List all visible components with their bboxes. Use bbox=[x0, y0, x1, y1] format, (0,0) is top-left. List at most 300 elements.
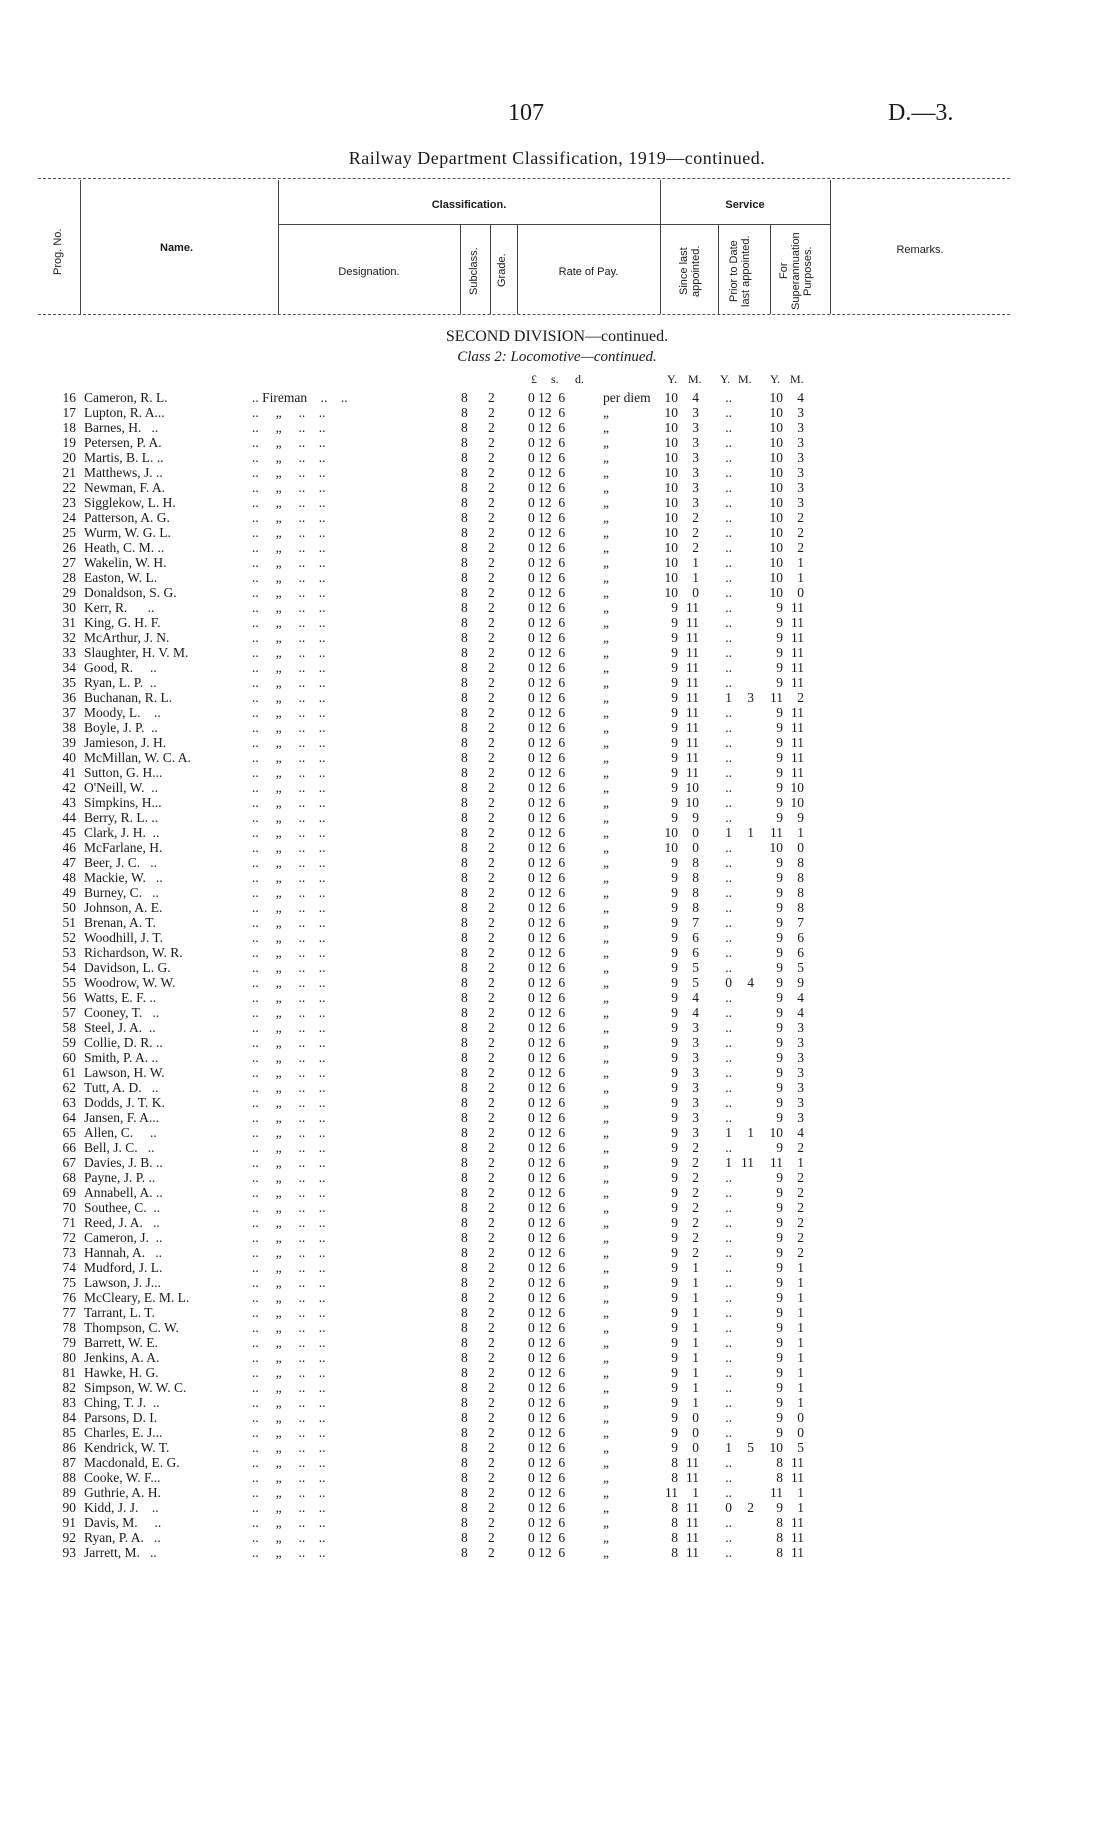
row-prior-years: .. bbox=[725, 1395, 732, 1410]
row-since-years: 9 bbox=[671, 690, 678, 705]
table-row bbox=[0, 975, 1114, 990]
row-super-years: 9 bbox=[776, 1410, 783, 1425]
row-since-years: 9 bbox=[671, 1245, 678, 1260]
row-super-years: 10 bbox=[769, 1440, 783, 1455]
row-since-months: 6 bbox=[692, 945, 699, 960]
row-rate-of-pay: 0 12 6 bbox=[528, 720, 566, 735]
row-grade: 2 bbox=[488, 1260, 495, 1275]
row-since-months: 11 bbox=[686, 1545, 699, 1560]
row-subclass: 8 bbox=[461, 555, 468, 570]
row-designation: .. „ .. .. bbox=[252, 1140, 326, 1155]
row-name: Simpson, W. W. C. bbox=[84, 1380, 187, 1395]
row-subclass: 8 bbox=[461, 1350, 468, 1365]
row-since-months: 2 bbox=[692, 1185, 699, 1200]
row-prog-no: 44 bbox=[62, 810, 76, 825]
row-since-years: 9 bbox=[671, 1125, 678, 1140]
row-super-months: 3 bbox=[797, 1050, 804, 1065]
row-rate-of-pay: 0 12 6 bbox=[528, 1545, 566, 1560]
table-row bbox=[0, 765, 1114, 780]
row-prog-no: 76 bbox=[62, 1290, 76, 1305]
row-rate-of-pay: 0 12 6 bbox=[528, 615, 566, 630]
row-since-years: 8 bbox=[671, 1470, 678, 1485]
row-designation: .. „ .. .. bbox=[252, 630, 326, 645]
row-super-months: 0 bbox=[797, 585, 804, 600]
row-pay-period: „ bbox=[603, 1215, 609, 1230]
row-grade: 2 bbox=[488, 1470, 495, 1485]
table-row bbox=[0, 1050, 1114, 1065]
row-prior-years: .. bbox=[725, 900, 732, 915]
row-grade: 2 bbox=[488, 1035, 495, 1050]
row-designation: .. „ .. .. bbox=[252, 765, 326, 780]
row-name: Allen, C. .. bbox=[84, 1125, 157, 1140]
unit-super-months: M. bbox=[790, 372, 804, 386]
table-row bbox=[0, 1200, 1114, 1215]
row-rate-of-pay: 0 12 6 bbox=[528, 1335, 566, 1350]
row-name: Thompson, C. W. bbox=[84, 1320, 179, 1335]
row-designation: .. „ .. .. bbox=[252, 420, 326, 435]
table-row bbox=[0, 1035, 1114, 1050]
row-designation: .. „ .. .. bbox=[252, 570, 326, 585]
row-pay-period: „ bbox=[603, 1350, 609, 1365]
row-prior-months: 2 bbox=[747, 1500, 754, 1515]
row-designation: .. „ .. .. bbox=[252, 1035, 326, 1050]
row-prog-no: 36 bbox=[62, 690, 76, 705]
row-prior-years: .. bbox=[725, 1545, 732, 1560]
row-since-months: 11 bbox=[686, 675, 699, 690]
row-name: Davies, J. B. .. bbox=[84, 1155, 163, 1170]
row-prog-no: 33 bbox=[62, 645, 76, 660]
row-subclass: 8 bbox=[461, 450, 468, 465]
table-row bbox=[0, 630, 1114, 645]
row-name: Barnes, H. .. bbox=[84, 420, 159, 435]
row-prior-months: 1 bbox=[747, 1125, 754, 1140]
row-prog-no: 48 bbox=[62, 870, 76, 885]
row-grade: 2 bbox=[488, 705, 495, 720]
row-subclass: 8 bbox=[461, 765, 468, 780]
row-prog-no: 52 bbox=[62, 930, 76, 945]
row-super-years: 10 bbox=[769, 840, 783, 855]
row-name: Buchanan, R. L. bbox=[84, 690, 173, 705]
row-super-years: 9 bbox=[776, 1305, 783, 1320]
row-pay-period: „ bbox=[603, 435, 609, 450]
row-grade: 2 bbox=[488, 1365, 495, 1380]
row-rate-of-pay: 0 12 6 bbox=[528, 1260, 566, 1275]
row-rate-of-pay: 0 12 6 bbox=[528, 945, 566, 960]
row-since-years: 9 bbox=[671, 1020, 678, 1035]
row-name: Woodrow, W. W. bbox=[84, 975, 176, 990]
table-row bbox=[0, 810, 1114, 825]
row-super-years: 10 bbox=[769, 390, 783, 405]
row-since-months: 3 bbox=[692, 420, 699, 435]
row-super-months: 2 bbox=[797, 1170, 804, 1185]
row-since-months: 11 bbox=[686, 600, 699, 615]
row-super-months: 1 bbox=[797, 570, 804, 585]
row-super-months: 8 bbox=[797, 885, 804, 900]
row-rate-of-pay: 0 12 6 bbox=[528, 1200, 566, 1215]
row-subclass: 8 bbox=[461, 465, 468, 480]
table-row bbox=[0, 555, 1114, 570]
row-prog-no: 89 bbox=[62, 1485, 76, 1500]
row-designation: .. „ .. .. bbox=[252, 600, 326, 615]
row-grade: 2 bbox=[488, 1170, 495, 1185]
row-since-years: 9 bbox=[671, 1155, 678, 1170]
row-since-months: 3 bbox=[692, 1065, 699, 1080]
row-super-years: 9 bbox=[776, 765, 783, 780]
row-prior-years: 1 bbox=[725, 690, 732, 705]
row-super-years: 9 bbox=[776, 1170, 783, 1185]
row-subclass: 8 bbox=[461, 1335, 468, 1350]
row-prog-no: 74 bbox=[62, 1260, 76, 1275]
row-since-years: 9 bbox=[671, 735, 678, 750]
row-subclass: 8 bbox=[461, 1215, 468, 1230]
section-subtitle: Class 2: Locomotive—continued. bbox=[457, 349, 657, 365]
row-prior-months: 11 bbox=[741, 1155, 754, 1170]
row-prior-years: .. bbox=[725, 1425, 732, 1440]
row-rate-of-pay: 0 12 6 bbox=[528, 885, 566, 900]
row-prog-no: 61 bbox=[62, 1065, 76, 1080]
row-name: Newman, F. A. bbox=[84, 480, 166, 495]
row-prior-years: .. bbox=[725, 480, 732, 495]
row-pay-period: „ bbox=[603, 525, 609, 540]
unit-prior-months: M. bbox=[738, 372, 752, 386]
table-row bbox=[0, 585, 1114, 600]
row-name: Tutt, A. D. .. bbox=[84, 1080, 159, 1095]
row-prior-years: .. bbox=[725, 960, 732, 975]
row-name: Cooke, W. F... bbox=[84, 1470, 161, 1485]
row-name: Jenkins, A. A. bbox=[84, 1350, 160, 1365]
row-designation: .. „ .. .. bbox=[252, 540, 326, 555]
row-super-years: 9 bbox=[776, 705, 783, 720]
row-subclass: 8 bbox=[461, 540, 468, 555]
row-rate-of-pay: 0 12 6 bbox=[528, 510, 566, 525]
row-super-years: 9 bbox=[776, 1020, 783, 1035]
row-super-months: 1 bbox=[797, 1380, 804, 1395]
row-since-months: 2 bbox=[692, 525, 699, 540]
row-designation: .. „ .. .. bbox=[252, 510, 326, 525]
row-since-months: 10 bbox=[685, 795, 699, 810]
row-super-months: 3 bbox=[797, 405, 804, 420]
row-prior-years: .. bbox=[725, 540, 732, 555]
row-prior-years: .. bbox=[725, 645, 732, 660]
row-super-months: 8 bbox=[797, 870, 804, 885]
row-designation: .. „ .. .. bbox=[252, 930, 326, 945]
row-prior-years: 0 bbox=[725, 1500, 732, 1515]
row-prog-no: 68 bbox=[62, 1170, 76, 1185]
row-prior-years: 1 bbox=[725, 1440, 732, 1455]
row-super-months: 11 bbox=[791, 615, 804, 630]
row-prog-no: 20 bbox=[62, 450, 76, 465]
row-subclass: 8 bbox=[461, 1515, 468, 1530]
row-since-months: 8 bbox=[692, 900, 699, 915]
row-since-years: 8 bbox=[671, 1530, 678, 1545]
row-super-years: 9 bbox=[776, 855, 783, 870]
row-prior-years: .. bbox=[725, 585, 732, 600]
row-designation: .. „ .. .. bbox=[252, 1185, 326, 1200]
row-super-months: 2 bbox=[797, 1140, 804, 1155]
row-rate-of-pay: 0 12 6 bbox=[528, 1065, 566, 1080]
row-grade: 2 bbox=[488, 1110, 495, 1125]
row-pay-period: „ bbox=[603, 645, 609, 660]
table-row bbox=[0, 1425, 1114, 1440]
row-prior-years: 0 bbox=[725, 975, 732, 990]
row-subclass: 8 bbox=[461, 1170, 468, 1185]
row-prog-no: 59 bbox=[62, 1035, 76, 1050]
row-pay-period: „ bbox=[603, 1545, 609, 1560]
row-prior-years: .. bbox=[725, 390, 732, 405]
row-designation: .. „ .. .. bbox=[252, 900, 326, 915]
row-pay-period: „ bbox=[603, 990, 609, 1005]
row-super-months: 1 bbox=[797, 1275, 804, 1290]
table-row bbox=[0, 930, 1114, 945]
row-grade: 2 bbox=[488, 450, 495, 465]
row-subclass: 8 bbox=[461, 1080, 468, 1095]
row-designation: .. „ .. .. bbox=[252, 495, 326, 510]
row-rate-of-pay: 0 12 6 bbox=[528, 1470, 566, 1485]
row-super-months: 11 bbox=[791, 1455, 804, 1470]
row-grade: 2 bbox=[488, 1125, 495, 1140]
row-rate-of-pay: 0 12 6 bbox=[528, 765, 566, 780]
row-subclass: 8 bbox=[461, 990, 468, 1005]
row-since-months: 2 bbox=[692, 1200, 699, 1215]
row-prior-years: .. bbox=[725, 1215, 732, 1230]
unit-shillings: s. bbox=[551, 372, 559, 386]
row-subclass: 8 bbox=[461, 1275, 468, 1290]
table-row bbox=[0, 1140, 1114, 1155]
row-since-months: 1 bbox=[692, 1485, 699, 1500]
row-grade: 2 bbox=[488, 735, 495, 750]
row-subclass: 8 bbox=[461, 420, 468, 435]
row-super-months: 5 bbox=[797, 960, 804, 975]
row-designation: .. „ .. .. bbox=[252, 960, 326, 975]
row-super-months: 3 bbox=[797, 450, 804, 465]
table-row bbox=[0, 1005, 1114, 1020]
row-pay-period: „ bbox=[603, 1470, 609, 1485]
row-name: Petersen, P. A. bbox=[84, 435, 162, 450]
row-super-months: 4 bbox=[797, 990, 804, 1005]
row-prog-no: 69 bbox=[62, 1185, 76, 1200]
row-super-months: 11 bbox=[791, 645, 804, 660]
row-pay-period: „ bbox=[603, 1515, 609, 1530]
row-super-months: 11 bbox=[791, 1515, 804, 1530]
row-name: Tarrant, L. T. bbox=[84, 1305, 155, 1320]
row-since-months: 2 bbox=[692, 1140, 699, 1155]
row-pay-period: „ bbox=[603, 870, 609, 885]
row-grade: 2 bbox=[488, 1500, 495, 1515]
row-grade: 2 bbox=[488, 825, 495, 840]
row-grade: 2 bbox=[488, 390, 495, 405]
row-super-years: 9 bbox=[776, 1230, 783, 1245]
row-subclass: 8 bbox=[461, 1500, 468, 1515]
row-grade: 2 bbox=[488, 420, 495, 435]
row-prog-no: 64 bbox=[62, 1110, 76, 1125]
row-pay-period: „ bbox=[603, 1395, 609, 1410]
row-grade: 2 bbox=[488, 900, 495, 915]
row-rate-of-pay: 0 12 6 bbox=[528, 1365, 566, 1380]
row-subclass: 8 bbox=[461, 660, 468, 675]
row-pay-period: „ bbox=[603, 450, 609, 465]
row-grade: 2 bbox=[488, 1065, 495, 1080]
row-designation: .. „ .. .. bbox=[252, 1095, 326, 1110]
table-row bbox=[0, 795, 1114, 810]
row-since-months: 1 bbox=[692, 570, 699, 585]
row-super-years: 9 bbox=[776, 885, 783, 900]
table-row bbox=[0, 720, 1114, 735]
row-rate-of-pay: 0 12 6 bbox=[528, 1095, 566, 1110]
row-prog-no: 27 bbox=[62, 555, 76, 570]
row-since-years: 9 bbox=[671, 1275, 678, 1290]
row-pay-period: „ bbox=[603, 915, 609, 930]
row-designation: .. „ .. .. bbox=[252, 990, 326, 1005]
row-super-years: 9 bbox=[776, 1080, 783, 1095]
row-since-months: 1 bbox=[692, 1335, 699, 1350]
row-since-years: 9 bbox=[671, 1410, 678, 1425]
row-prog-no: 32 bbox=[62, 630, 76, 645]
row-since-years: 11 bbox=[665, 1485, 678, 1500]
row-designation: .. „ .. .. bbox=[252, 1500, 326, 1515]
row-name: Cameron, R. L. bbox=[84, 390, 168, 405]
row-since-months: 3 bbox=[692, 1080, 699, 1095]
row-since-months: 11 bbox=[686, 1470, 699, 1485]
row-rate-of-pay: 0 12 6 bbox=[528, 810, 566, 825]
row-designation: .. „ .. .. bbox=[252, 915, 326, 930]
row-name: Steel, J. A. .. bbox=[84, 1020, 156, 1035]
row-since-years: 9 bbox=[671, 780, 678, 795]
row-since-months: 1 bbox=[692, 1275, 699, 1290]
row-grade: 2 bbox=[488, 1140, 495, 1155]
row-pay-period: „ bbox=[603, 1500, 609, 1515]
table-row bbox=[0, 690, 1114, 705]
row-subclass: 8 bbox=[461, 1020, 468, 1035]
row-rate-of-pay: 0 12 6 bbox=[528, 630, 566, 645]
row-super-years: 9 bbox=[776, 750, 783, 765]
row-prog-no: 58 bbox=[62, 1020, 76, 1035]
header-grade: Grade. bbox=[496, 253, 508, 287]
row-prior-years: .. bbox=[725, 1290, 732, 1305]
row-subclass: 8 bbox=[461, 615, 468, 630]
row-designation: .. „ .. .. bbox=[252, 1050, 326, 1065]
row-prog-no: 62 bbox=[62, 1080, 76, 1095]
row-prior-years: .. bbox=[725, 1485, 732, 1500]
row-grade: 2 bbox=[488, 1200, 495, 1215]
row-name: Mudford, J. L. bbox=[84, 1260, 163, 1275]
row-designation: .. „ .. .. bbox=[252, 1440, 326, 1455]
row-subclass: 8 bbox=[461, 690, 468, 705]
row-grade: 2 bbox=[488, 795, 495, 810]
row-rate-of-pay: 0 12 6 bbox=[528, 525, 566, 540]
row-prog-no: 72 bbox=[62, 1230, 76, 1245]
row-pay-period: „ bbox=[603, 540, 609, 555]
row-designation: .. „ .. .. bbox=[252, 825, 326, 840]
header-for-superannuation: For Superannuation Purposes. bbox=[778, 232, 814, 310]
row-rate-of-pay: 0 12 6 bbox=[528, 1245, 566, 1260]
row-since-years: 9 bbox=[671, 1320, 678, 1335]
row-designation: .. „ .. .. bbox=[252, 1320, 326, 1335]
table-row bbox=[0, 705, 1114, 720]
row-subclass: 8 bbox=[461, 705, 468, 720]
row-subclass: 8 bbox=[461, 1260, 468, 1275]
row-pay-period: „ bbox=[603, 585, 609, 600]
row-name: Cameron, J. .. bbox=[84, 1230, 163, 1245]
row-name: O'Neill, W. .. bbox=[84, 780, 159, 795]
row-name: Matthews, J. .. bbox=[84, 465, 163, 480]
row-since-years: 9 bbox=[671, 1305, 678, 1320]
row-rate-of-pay: 0 12 6 bbox=[528, 1350, 566, 1365]
row-pay-period: „ bbox=[603, 1065, 609, 1080]
row-since-months: 2 bbox=[692, 540, 699, 555]
row-prog-no: 80 bbox=[62, 1350, 76, 1365]
page-number: 107 bbox=[508, 100, 544, 126]
row-rate-of-pay: 0 12 6 bbox=[528, 555, 566, 570]
row-name: Richardson, W. R. bbox=[84, 945, 183, 960]
row-super-years: 9 bbox=[776, 1425, 783, 1440]
row-rate-of-pay: 0 12 6 bbox=[528, 780, 566, 795]
row-since-months: 11 bbox=[686, 630, 699, 645]
row-pay-period: „ bbox=[603, 705, 609, 720]
row-grade: 2 bbox=[488, 585, 495, 600]
row-since-months: 6 bbox=[692, 930, 699, 945]
row-super-months: 6 bbox=[797, 930, 804, 945]
row-prog-no: 86 bbox=[62, 1440, 76, 1455]
row-super-years: 9 bbox=[776, 1395, 783, 1410]
row-super-years: 10 bbox=[769, 540, 783, 555]
row-since-years: 9 bbox=[671, 1380, 678, 1395]
header-name: Name. bbox=[160, 242, 194, 254]
row-prior-years: .. bbox=[725, 735, 732, 750]
row-pay-period: „ bbox=[603, 810, 609, 825]
row-pay-period: „ bbox=[603, 1530, 609, 1545]
row-prog-no: 67 bbox=[62, 1155, 76, 1170]
row-designation: .. „ .. .. bbox=[252, 690, 326, 705]
row-prog-no: 39 bbox=[62, 735, 76, 750]
row-grade: 2 bbox=[488, 720, 495, 735]
row-name: Woodhill, J. T. bbox=[84, 930, 164, 945]
row-name: Kidd, J. J. .. bbox=[84, 1500, 159, 1515]
row-pay-period: „ bbox=[603, 570, 609, 585]
row-subclass: 8 bbox=[461, 1230, 468, 1245]
row-super-months: 0 bbox=[797, 840, 804, 855]
row-since-years: 9 bbox=[671, 660, 678, 675]
row-rate-of-pay: 0 12 6 bbox=[528, 1305, 566, 1320]
row-rate-of-pay: 0 12 6 bbox=[528, 1530, 566, 1545]
table-row bbox=[0, 900, 1114, 915]
row-name: Lawson, H. W. bbox=[84, 1065, 165, 1080]
row-since-years: 9 bbox=[671, 600, 678, 615]
row-super-years: 9 bbox=[776, 930, 783, 945]
row-since-months: 11 bbox=[686, 750, 699, 765]
row-super-years: 9 bbox=[776, 735, 783, 750]
row-rate-of-pay: 0 12 6 bbox=[528, 450, 566, 465]
row-pay-period: „ bbox=[603, 1020, 609, 1035]
row-super-years: 10 bbox=[769, 450, 783, 465]
row-super-years: 9 bbox=[776, 720, 783, 735]
row-prior-years: .. bbox=[725, 495, 732, 510]
row-super-years: 9 bbox=[776, 900, 783, 915]
row-super-years: 11 bbox=[770, 1155, 783, 1170]
row-since-years: 9 bbox=[671, 1215, 678, 1230]
row-super-years: 9 bbox=[776, 1050, 783, 1065]
row-rate-of-pay: 0 12 6 bbox=[528, 855, 566, 870]
row-since-months: 10 bbox=[685, 780, 699, 795]
row-grade: 2 bbox=[488, 510, 495, 525]
row-since-months: 0 bbox=[692, 1410, 699, 1425]
table-row bbox=[0, 1350, 1114, 1365]
row-since-years: 9 bbox=[671, 1200, 678, 1215]
row-pay-period: „ bbox=[603, 1155, 609, 1170]
row-since-months: 8 bbox=[692, 870, 699, 885]
row-name: Jansen, F. A... bbox=[84, 1110, 160, 1125]
row-prior-years: .. bbox=[725, 1530, 732, 1545]
row-prog-no: 24 bbox=[62, 510, 76, 525]
